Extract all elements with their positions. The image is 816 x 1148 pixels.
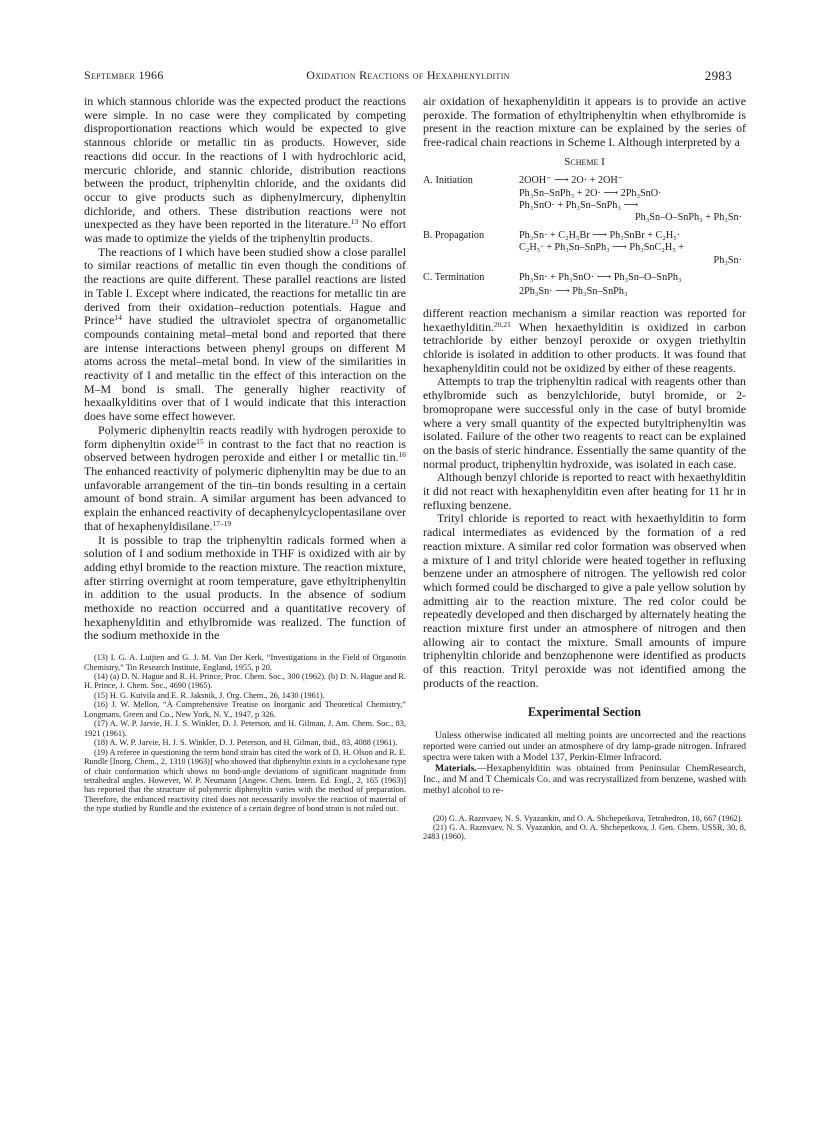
paragraph: Materials.—Hexaphenylditin was obtained from Peninsular ChemResearch, Inc., and M and T Chemicals Co. and was recrystallized from benzene, washed with methyl alcohol to re-	[423, 762, 746, 796]
paragraph: air oxidation of hexaphenylditin it appears is to provide an active peroxide. The formation of ethyltriphenyltin when ethylbromide is present in the reaction mixture can be explained by the series of free-radical chain reactions in Scheme I. Although interpreted by a	[423, 94, 746, 150]
scheme-equation: 2OOH⁻ ⟶ 2O· + 2OH⁻	[519, 175, 624, 187]
scheme-equation: Ph₃Sn·	[713, 254, 742, 266]
right-column	[423, 95, 746, 842]
header-title: Oxidation Reactions of Hexaphenylditin	[306, 68, 510, 82]
paragraph: It is possible to trap the triphenyltin radicals formed when a solution of I and sodium methoxide in THF is oxidized with air by adding ethyl bromide to the reaction mixture. The reaction mixture, after stirring overnight at room temperature, gave ethyltriphenyltin in addition to the usual products. In the absence of sodium methoxide no reaction occurred and a quantitative recovery of hexaphenylditin and ethylbromide was realized. The function of the sodium methoxide in the	[84, 532, 406, 643]
scheme-equation: 2Ph₃Sn· ⟶ Ph₃Sn–SnPh₃	[519, 286, 628, 298]
paragraph: Trityl chloride is reported to react with hexaethylditin to form radical intermediates as evidenced by the formation of a red reaction mixture. A similar red color formation was observed when a mixture of I and trityl chloride were heated together in refluxing benzene under an atmosphere of nitrogen. The yellowish red color which formed could be discharged to give a pale yellow solution by admitting air to the reaction mixture. The red color could be repeatedly developed and then discharged by alternately heating the reaction mixture first under an atmosphere of nitrogen and then allowing air to contact the mixture. Small amounts of impure triphenyltin chloride and benzophenone were identified as products of this reaction. Trityl peroxide was not identified among the products of the reaction.	[423, 511, 746, 690]
footnotes	[84, 653, 406, 814]
scheme-step-initiation	[423, 175, 746, 187]
footnote: (20) G. A. Raznvaev, N. S. Vyazankin, and O. A. Shchepetkova, Tetrahedron, 18, 667 (1962).	[433, 813, 743, 823]
footnote: (18) A. W. P. Jarvie, H. J. S. Winkler, D. J. Peterson, and H. Gilman, ibid., 83, 4088 (1961).	[94, 738, 398, 748]
scheme-equation: Ph₃Sn· + C₂H₅Br ⟶ Ph₃SnBr + C₂H₅·	[519, 229, 681, 241]
paragraph: different reaction mechanism a similar reaction was reported for hexaethylditin.$^{20,21}$ When hexaethylditin is oxidized in carbon tetrachloride by either benzoyl peroxide or oxygen triethyltin chloride is isolated in addition to other products. It was found that hexaphenylditin could not be oxidized by either of these reagents.	[423, 305, 746, 375]
reaction-scheme	[423, 156, 746, 299]
scheme-label: B. Propagation	[423, 229, 485, 241]
paragraph: Unless otherwise indicated all melting points are uncorrected and the reactions reported were carried out under an atmosphere of dry lamp-grade nitrogen. Infrared spectra were taken with a Model 137, Perkin-Elmer Infracord.	[423, 729, 746, 763]
scheme-equation: Ph₃Sn–SnPh₃ + 2O· ⟶ 2Ph₃SnO·	[519, 187, 662, 199]
footnotes	[423, 814, 746, 842]
scheme-title: Scheme I	[564, 155, 605, 168]
paragraph: The reactions of I which have been studied show a close parallel to similar reactions of metallic tin even though the conditions of the reactions are quite different. These parallel reactions are listed in Table I. Except where indicated, the reactions for metallic tin are derived from their oxidation–reduction potentials. Hague and Prince$^{14}$ have studied the ultraviolet spectra of organometallic compounds containing metal–metal bond and reported that there are intense interactions between phenyl groups on different M atoms across the metal–metal bond. In view of the similarities in reactivity of I and metallic tin the effect of this interaction on the M–M bond is small. The generally higher reactivity of hexaalkylditins over that of I would indicate that this interaction does have some effect however.	[84, 244, 406, 424]
left-column	[84, 95, 406, 814]
scheme-step-termination	[423, 272, 746, 284]
paragraph: in which stannous chloride was the expected product the reactions were simple. In no case were they complicated by competing disproportionation reactions which would be expected to give stannous chloride or metallic tin as products. However, side reactions did occur. In the reactions of I with hydrochloric acid, mercuric chloride, and stannic chloride, distribution reactions between the product, triphenyltin chloride, and the oxidants did occur to give products such as diphenylmercury, diphenyltin dichloride, and others. These distribution reactions were not unexpected as they have been reported in the literature.$^{13}$ No effort was made to optimize the yields of the triphenyltin products.	[84, 94, 407, 246]
paragraph: Although benzyl chloride is reported to react with hexaethylditin it did not react with hexaphenylditin even after heating for 11 hr in refluxing benzene.	[423, 470, 746, 512]
footnote: (16) J. W. Mellon, “A Comprehensive Treatise on Inorganic and Theoretical Chemistry,” Longmans, Green and Co., New York, N. Y., 1947, p 326.	[84, 700, 406, 719]
footnote: (19) A referee in questioning the term bond strain has cited the work of D. H. Olson and R. E. Rundle [Inorg. Chem., 2, 1310 (1963)] who showed that diphenyltin exists in a cyclohexane type of chair conformation which shows no bond-angle deviations of significant magnitude from tetrahedral angles. However, W. P. Neumann [Angew. Chem. Intern. Ed. Engl., 2, 165 (1963)] has reported that the structure of polymeric diphenyltin varies with the method of preparation. Therefore, the enhanced reactivity cited does not necessarily involve the reaction of material of the type studied by Rundle and the existence of a certain degree of bond strain is not ruled out.	[84, 747, 406, 814]
scheme-equation: Ph₃SnO· + Ph₃Sn–SnPh₃ ⟶	[519, 200, 639, 212]
footnote: (21) G. A. Raznvaev, N. S. Vyazankin, and O. A. Shchepetkova, J. Gen. Chem. USSR, 30, 8, 2483 (1960).	[423, 823, 746, 842]
scheme-equation: Ph₃Sn· + Ph₃SnO· ⟶ Ph₃Sn–O–SnPh₃	[519, 272, 682, 284]
footnote: (17) A. W. P. Jarvie, H. J. S. Winkler, D. J. Peterson, and H. Gilman, J. Am. Chem. Soc., 83, 1921 (1961).	[84, 719, 406, 738]
scheme-label: A. Initiation	[423, 175, 473, 187]
scheme-label: C. Termination	[423, 272, 485, 284]
scheme-equation: C₂H₅· + Ph₃Sn–SnPh₃ ⟶ Ph₃SnC₂H₅ +	[519, 242, 685, 254]
footnote: (15) H. G. Kuivila and E. R. Jaksnik, J. Org. Chem., 26, 1430 (1961).	[94, 690, 325, 700]
experimental-text	[423, 730, 746, 796]
header-date: September 1966	[84, 68, 164, 82]
footnote: (14) (a) D. N. Hague and R. H. Prince, Proc. Chem. Soc., 300 (1962). (b) D. N. Hague and R. H. Prince, J. Chem. Soc., 4690 (1965).	[84, 672, 406, 691]
scheme-step-propagation	[423, 230, 746, 242]
page-number: 2983	[704, 68, 732, 83]
footnote: (13) I. G. A. Luijten and G. J. M. Van Der Kerk, “Investigations in the Field of Organotin Chemistry,” Tin Research Institute, England, 1955, p 20.	[84, 653, 406, 672]
paragraph: Attempts to trap the triphenyltin radical with reagents other than ethylbromide such as benzylchloride, butyl bromide, or 2-bromopropane were successful only in the case of butyl bromide where a very small quantity of the expected butyltriphenyltin was isolated. Failure of the other two reagents to react can be explained on the basis of steric hindrance. Essentially the same quantity of the normal product, triphenyltin hydroxide, was isolated in each case.	[423, 374, 746, 471]
section-title: Experimental Section	[527, 704, 642, 719]
scheme-equation: Ph₃Sn–O–SnPh₃ + Ph₃Sn·	[635, 212, 742, 224]
running-header	[84, 68, 732, 84]
paragraph: Polymeric diphenyltin reacts readily with hydrogen peroxide to form diphenyltin oxide$^{15}$ in contrast to the fact that no reaction is observed between hydrogen peroxide and either I or metallic tin.$^{16}$ The enhanced reactivity of polymeric diphenyltin may be due to an unfavorable arrangement of the tin–tin bonds resulting in a certain amount of bond strain. A similar argument has been advanced to explain the enhanced reactivity of decaphenylcyclopentasilane over that of hexaphenyldisilane.$^{17-19}$	[84, 422, 407, 533]
